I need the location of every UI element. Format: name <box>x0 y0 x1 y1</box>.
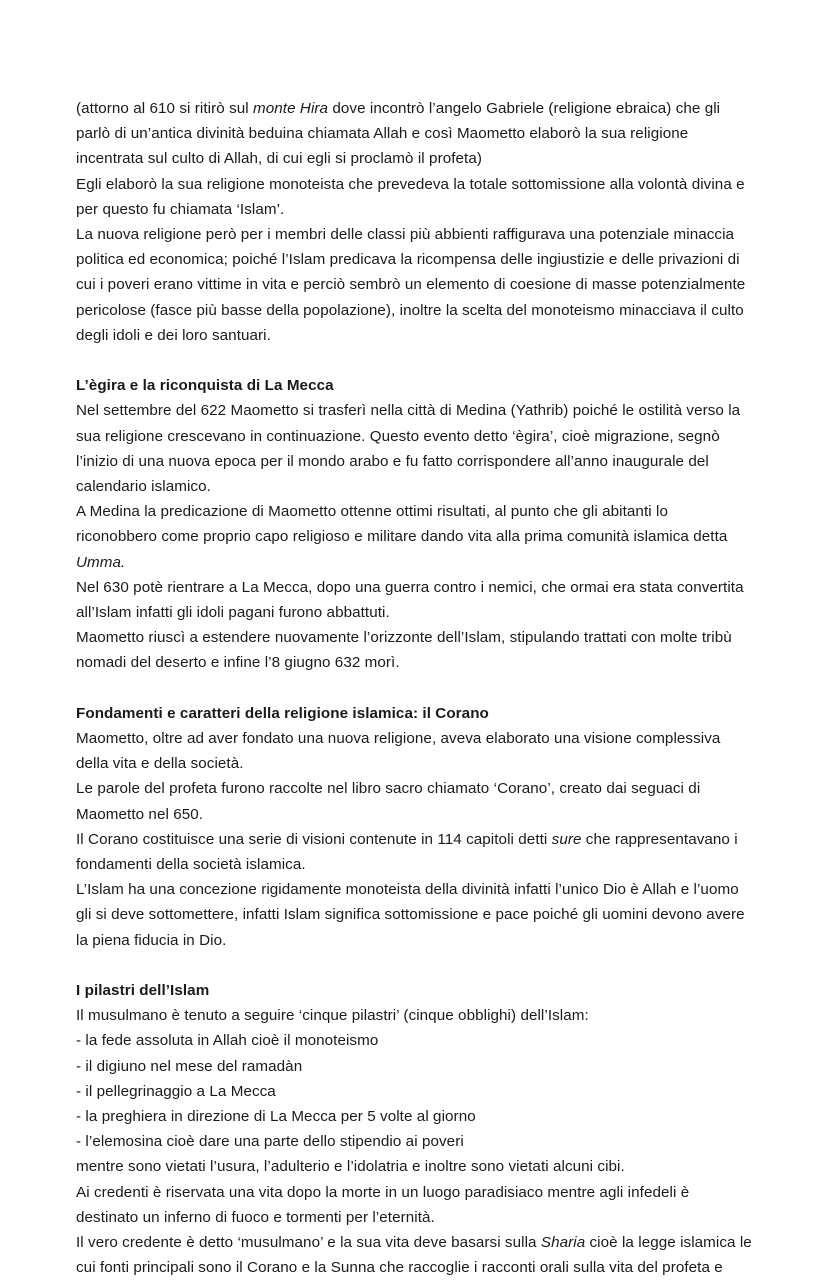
text-run: Nel 630 potè rientrare a La Mecca, dopo una guerra contro i nemici, che ormai era stata convertita all’Islam infatti gli idoli pagani furono abbattuti. <box>76 578 744 622</box>
list-item-digiuno-ramadan <box>76 1054 752 1079</box>
blank-line-before-pilastri-heading <box>76 953 752 978</box>
paragraph-monoteismo-islam <box>76 172 752 222</box>
paragraph-divieti <box>76 1154 752 1179</box>
text-run: Ai credenti è riservata una vita dopo la morte in un luogo paradisiaco mentre agli infedeli è destinato un inferno di fuoco e tormenti per l’eternità. <box>76 1183 690 1226</box>
paragraph-parole-profeta-corano-650 <box>76 776 752 826</box>
text-run: (attorno al 610 si ritirò sul <box>76 100 254 117</box>
heading-egira-riconquista-mecca <box>76 373 752 398</box>
list-item-elemosina <box>76 1129 752 1154</box>
paragraph-espansione-morte-632 <box>76 625 752 675</box>
text-run: La nuova religione però per i membri delle classi più abbienti raffigurava una potenziale minaccia politica ed economica; poiché l’Islam predicava la ricompensa delle ingiustizie e delle privazioni di cui i poveri erano vittime in vita e perciò sembrò un elemento di coesione di masse potenzialmente pericolose (fasce più basse della popolazione), inoltre la scelta del monoteismo minacciava il culto degli idoli e dei loro santuari. <box>76 226 746 344</box>
paragraph-sharia-sunna <box>76 1230 752 1280</box>
heading-fondamenti-caratteri-corano <box>76 701 752 726</box>
paragraph-visione-complessiva <box>76 726 752 776</box>
text-run: mentre sono vietati l’usura, l’adulterio e l’idolatria e inoltre sono vietati alcuni cibi. <box>76 1158 625 1176</box>
text-run: dove incontrò l’angelo Gabriele (religione ebraica) che gli parlò di un’antica divinità beduina chiamata Allah e così Maometto elaborò la sua religione incentrata sul culto di Allah, di cui egli si proclamò il profeta) <box>76 100 721 168</box>
text-run: - il pellegrinaggio a La Mecca <box>76 1082 276 1100</box>
document-text-body <box>76 96 752 1281</box>
text-run: - il digiuno nel mese del ramadàn <box>76 1057 303 1075</box>
text-run: Nel settembre del 622 Maometto si trasferì nella città di Medina (Yathrib) poiché le ostilità verso la sua religione crescevano in continuazione. Questo evento detto ‘ègira’, cioè migrazione, segnò l’inizio di una nuova epoca per il mondo arabo e fu fatto corrispondere all’anno inaugurale del calendario islamico. <box>76 402 741 496</box>
italic-term: Umma. <box>76 553 126 571</box>
paragraph-aldila-credenti-infedeli <box>76 1180 752 1230</box>
blank-line-before-egira-heading <box>76 348 752 373</box>
blank-line-before-corano-heading <box>76 676 752 701</box>
italic-term: monte Hira <box>253 100 329 117</box>
paragraph-corano-114-sure <box>76 827 752 877</box>
heading-pilastri-islam <box>76 978 752 1003</box>
text-run: Il vero credente è detto ‘musulmano’ e la sua vita deve basarsi sulla <box>76 1234 541 1252</box>
paragraph-medina-umma <box>76 499 752 575</box>
list-item-pellegrinaggio-mecca <box>76 1079 752 1104</box>
text-run: A Medina la predicazione di Maometto ottenne ottimi risultati, al punto che gli abitanti lo riconobbero come proprio capo religioso e militare dando vita alla prima comunità islamica detta <box>76 503 728 546</box>
text-run: - l’elemosina cioè dare una parte dello stipendio ai poveri <box>76 1133 464 1151</box>
list-item-preghiera-cinque-volte <box>76 1104 752 1129</box>
text-run: Egli elaborò la sua religione monoteista che prevedeva la totale sottomissione alla volontà divina e per questo fu chiamata ‘Islam’. <box>76 175 745 218</box>
text-run: - la fede assoluta in Allah cioè il monoteismo <box>76 1032 379 1050</box>
text-run: I pilastri dell’Islam <box>76 982 210 1000</box>
text-run: L’ègira e la riconquista di La Mecca <box>76 377 334 395</box>
text-run: Maometto riuscì a estendere nuovamente l’orizzonte dell’Islam, stipulando trattati con molte tribù nomadi del deserto e infine l’8 giugno 632 morì. <box>76 629 732 672</box>
italic-term: Sharia <box>540 1234 586 1252</box>
paragraph-intro-hira <box>76 96 752 172</box>
paragraph-630-rientro-mecca <box>76 575 752 625</box>
text-run: Il Corano costituisce una serie di visioni contenute in 114 capitoli detti <box>76 830 552 848</box>
paragraph-concezione-monoteista <box>76 877 752 953</box>
text-run: Le parole del profeta furono raccolte nel libro sacro chiamato ‘Corano’, creato dai seguaci di Maometto nel 650. <box>76 780 701 823</box>
text-run: cioè la legge islamica le cui fonti principali sono il Corano e la Sunna che raccoglie i racconti orali sulla vita del profeta e <box>76 1234 752 1277</box>
text-run: Maometto, oltre ad aver fondato una nuova religione, aveva elaborato una visione complessiva della vita e della società. <box>76 730 721 773</box>
list-item-fede-assoluta <box>76 1028 752 1053</box>
italic-term: sure <box>551 830 582 848</box>
text-run: L’Islam ha una concezione rigidamente monoteista della divinità infatti l’unico Dio è Allah e l’uomo gli si deve sottomettere, infatti Islam significa sottomissione e pace poiché gli uomini devono avere la piena fiducia in Dio. <box>76 881 745 949</box>
paragraph-minaccia-classi-abbienti <box>76 222 752 348</box>
text-run: Fondamenti e caratteri della religione islamica: il Corano <box>76 704 489 722</box>
text-run: - la preghiera in direzione di La Mecca per 5 volte al giorno <box>76 1108 476 1126</box>
paragraph-cinque-pilastri-intro <box>76 1003 752 1028</box>
paragraph-egira-622-medina <box>76 398 752 499</box>
text-run: che rappresentavano i fondamenti della società islamica. <box>76 830 738 874</box>
text-run: Il musulmano è tenuto a seguire ‘cinque pilastri’ (cinque obblighi) dell’Islam: <box>76 1007 589 1025</box>
